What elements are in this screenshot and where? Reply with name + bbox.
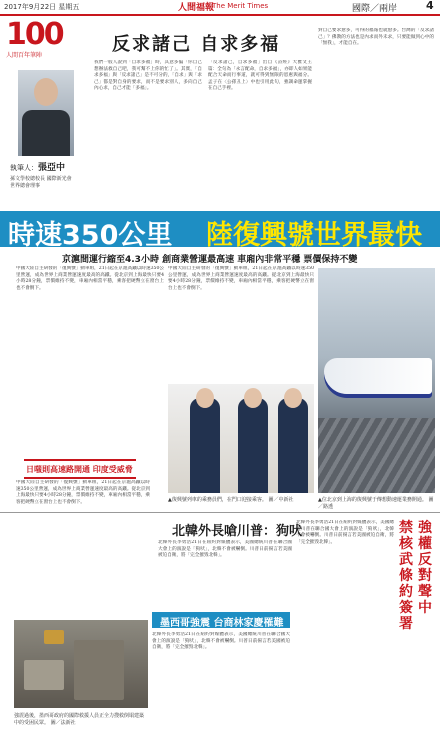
train-caption — [318, 496, 438, 510]
issue-date: 2017年9月22日 星期五 — [4, 3, 80, 11]
quake-caption-text: 強震過後，墨西哥政府的國際救援人員正全力搜救倒塌建築中的受困民眾。 — [14, 713, 145, 726]
quake-caption-credit: 圖／法新社 — [50, 720, 76, 726]
train-caption-credit: 圖／路透 — [318, 497, 434, 510]
staff-caption-text: ▲復興號列車的乘務員們，在門口迎接乘客。 — [168, 497, 267, 503]
attendant-head — [244, 388, 262, 408]
korea-body: 北韓外長李勇浩21日在紐約對媒體表示，美國總統川普在聯合國大會上的演說是「狗吠」，北韓不會被嚇倒。川普日前揚言若美國被迫自衛，將「完全摧毀北韓」。 — [158, 540, 292, 559]
mexico-headline-box — [152, 612, 290, 628]
attendant-head — [284, 388, 302, 408]
attendant-figure — [278, 398, 308, 493]
staff-caption — [168, 496, 314, 503]
staff-caption-credit: 圖／中新社 — [268, 497, 294, 503]
author-photo — [18, 70, 74, 156]
train-shape — [324, 358, 432, 394]
masthead: 人間福報 — [178, 3, 215, 13]
attendants-photo — [168, 384, 314, 493]
logo-number: 100 — [6, 17, 63, 52]
sidebar-body: 中國大陸自主研發的「復興號」動車組，21日起在京滬高鐵以時速350公里營運，成為世界上商業營運速度最高的高鐵。從北京到上海最快只要4小時28分鐘，票價維持不變，車廂內相當平穩，乘客把硬幣立在窗台上也不會倒下。 — [16, 480, 150, 505]
column-logo — [6, 17, 66, 59]
korea-headline: 北韓外長嗆川普：狗吠 — [172, 524, 303, 539]
korea-body-right: 北韓外長李勇浩21日在紐約對媒體表示，美國總統川普在聯合國大會上的演說是「狗吠」，北韓不會被嚇倒。川普日前揚言若美國被迫自衛，將「完全摧毀北韓」。 — [296, 520, 394, 545]
rail-tracks — [318, 418, 435, 493]
feature-body-mid: 中國大陸自主研發的「復興號」動車組，21日起在京滬高鐵以時速350公里營運，成為世界上商業營運速度最高的高鐵。從北京到上海最快只要4小時28分鐘，票價維持不變，車廂內相當平穩，乘客把硬幣立在窗台上也不會倒下。 — [168, 266, 314, 291]
page-header — [0, 0, 440, 16]
attendant-figure — [190, 398, 220, 493]
page-number: 4 — [426, 0, 434, 12]
section-name: 國際／兩岸 — [352, 4, 398, 14]
banner-speed: 時速350公里 — [8, 220, 173, 251]
section-rule — [0, 512, 440, 513]
treaty-headline-2: 禁核武條約簽署 — [399, 520, 413, 632]
sidebar-title: 日嗤則高速路開通 印度受威脅 — [26, 465, 133, 474]
quake-caption — [14, 712, 148, 726]
feature-subhead: 京滬間運行縮至4.3小時 創商業營運最高速 車廂內非常平穩 票價保持不變 — [62, 255, 358, 265]
author-bio: 孫文學校總校長 國際新光會世界總會理事 — [10, 176, 72, 189]
treaty-headline-1: 強權反對聲中 — [418, 520, 432, 616]
column-body-2: 「反求諸己，自求多福」出自《詩經》大雅文王篇：全句為「永言配命，自求多福」，亦即人如果能配合天命而行事道，就可得到無限的恩惠與福分。孟子在〈公孫丑上〉中也引用此句，強調命運掌握在自己手裡。 — [208, 60, 312, 92]
rescuer — [44, 630, 64, 644]
train-caption-text: ▲位北京到上海的復興號于傳想動速運業務開通。 — [318, 497, 427, 503]
feature-banner — [0, 211, 440, 251]
attendant-head — [196, 388, 214, 408]
mexico-body: 北韓外長李勇浩21日在紐約對媒體表示，美國總統川普在聯合國大會上的演說是「狗吠」，北韓不會被嚇倒。川普日前揚言若美國被迫自衛，將「完全摧毀北韓」。 — [152, 632, 290, 651]
feature-body-left: 中國大陸自主研發的「復興號」動車組，21日起在京滬高鐵以時速350公里營運，成為世界上商業營運速度最高的高鐵。從北京到上海最快只要4小時28分鐘，票價維持不變，車廂內相當平穩，乘客把硬幣立在窗台上也不會倒下。 — [16, 266, 164, 291]
author-name: 張亞中 — [38, 163, 66, 173]
train-photo — [318, 268, 435, 493]
masthead-english: The Merit Times — [212, 2, 269, 10]
attendant-figure — [238, 398, 268, 493]
earthquake-photo — [14, 620, 148, 708]
author-label: 執筆人： — [10, 164, 38, 172]
author-byline — [10, 160, 65, 173]
column-body-3: 對自己要求愈多，可得的福報也就愈多。台灣的「反求諸己」？佛教的方法也是內求而外未求，只要能做到心中的「無我」，才能自在。 — [318, 28, 434, 47]
author-suit — [22, 110, 70, 156]
sidebar-title-box — [24, 459, 136, 479]
column-body-1: 我們一般人說到「自求多福」時，其意多偏「你自己想辦法救自己吧，我可幫不上你的忙了」。其實，「自求多福」與「反求諸己」是不可分的，「自求」與「求己」都是對自身的要求，而不是要求別人，多向自己內心求，自己才能「多福」。 — [94, 60, 202, 92]
mexico-headline: 墨西哥強震 台商林家慶罹難 — [160, 618, 284, 629]
author-face — [34, 78, 58, 106]
rubble — [24, 660, 64, 690]
rubble — [74, 640, 124, 700]
logo-caption: 人間百年筆陣 — [6, 52, 43, 59]
banner-title: 陸復興號世界最快 — [206, 220, 422, 251]
column-headline: 反求諸己 自求多福 — [112, 34, 281, 55]
